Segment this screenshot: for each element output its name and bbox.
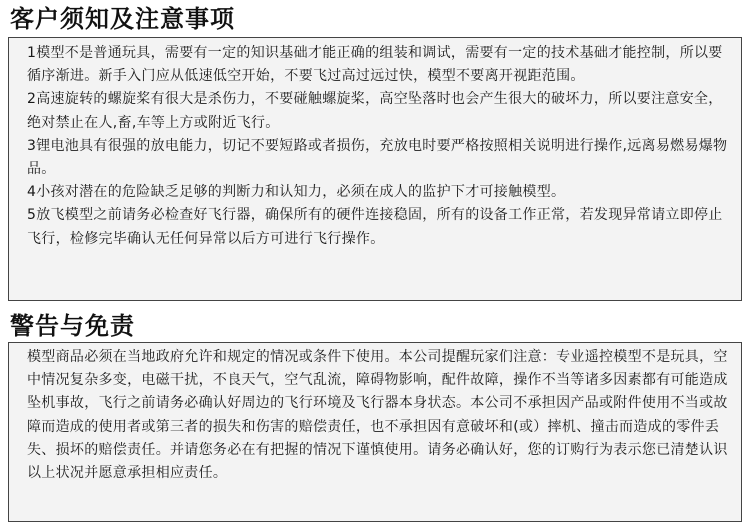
notice-item-1: 1模型不是普通玩具，需要有一定的知识基础才能正确的组装和调试，需要有一定的技术基础才能控制，所以要循序渐进。新手入门应从低速低空开始，不要飞过高过远过快，模型不要离开视距范围。 [27,45,723,85]
warning-section-title: 警告与免责 [10,312,135,340]
notice-item-4: 4小孩对潜在的危险缺乏足够的判断力和认知力，必须在成人的监护下才可接触模型。 [27,184,566,201]
notice-item-3: 3锂电池具有很强的放电能力，切记不要短路或者损伤，充放电时要严格按照相关说明进行操作,远离易燃易爆物品。 [27,137,728,178]
notice-item-2: 2高速旋转的螺旋桨有很大是杀伤力，不要碰触螺旋桨，高空坠落时也会产生很大的破坏力，所以要注意安全，绝对禁止在人,畜,车等上方或附近飞行。 [27,91,723,131]
notice-box [8,37,742,301]
notice-item-5: 5放飞模型之前请务必检查好飞行器，确保所有的硬件连接稳固，所有的设备工作正常，若发现异常请立即停止飞行，检修完毕确认无任何异常以后方可进行飞行操作。 [27,207,723,247]
notice-section-title: 客户须知及注意事项 [10,5,235,33]
warning-text: 模型商品必须在当地政府允许和规定的情况或条件下使用。本公司提醒玩家们注意：专业遥控模型不是玩具，空中情况复杂多变，电磁干扰，不良天气，空气乱流，障碍物影响，配件故障，操作不当等诸多因素都有可能造成坠机事故，飞行之前请务必确认好周边的飞行环境及飞行器本身状态。本公司不承担因产品或附件使用不当或故障而造成的使用者或第三者的损失和伤害的赔偿责任，也不承担因有意破坏和(或）摔机、撞击而造成的零件丢失、损坏的赔偿责任。并请您务必在有把握的情况下谨慎使用。请务必确认好，您的订购行为表示您已清楚认识以上状况并愿意承担相应责任。 [27,349,728,482]
warning-box [8,342,742,522]
